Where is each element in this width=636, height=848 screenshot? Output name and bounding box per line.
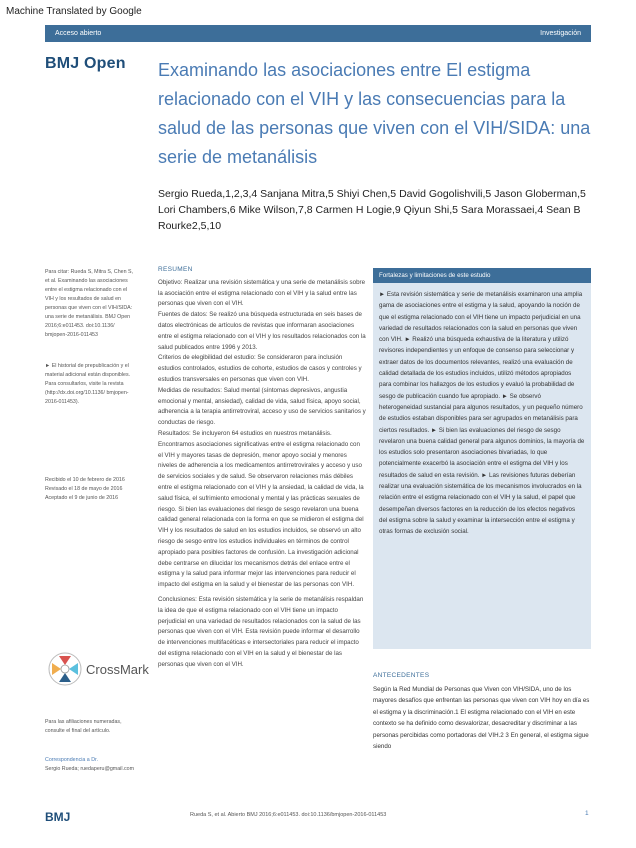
abstract-conclusions: Conclusiones: Esta revisión sistemática y la serie de metanálisis respaldan la idea de que el estigma relacionado con el VIH tiene un impacto perjudicial en una variedad de resultados relacionados con la salud de las personas que viven con el VIH. Esta revisión puede informar el desarrollo de intervenciones multifacéticas e intersectoriales para reducir el impacto del estigma relacionado con el VIH en la salud y el bienestar de las personas que viven con el VIH. [158,595,364,668]
crossmark-icon [48,652,82,686]
author-list: Sergio Rueda,1,2,3,4 Sanjana Mitra,5 Shiyi Chen,5 David Gogolishvili,5 Jason Globerman,5 Lori Chambers,6 Mike Wilson,7,8 Carmen H Logie,9 Qiyun Shi,5 Sara Morassaei,4 Sean B Rourke2,5,10 [158,188,586,232]
abstract-heading: RESUMEN [158,266,193,273]
journal-logo: BMJ Open [45,55,126,72]
strengths-limitations-heading: Fortalezas y limitaciones de este estudio [373,268,591,283]
crossmark-badge[interactable] [48,652,149,686]
abstract-eligibility: Criterios de elegibilidad del estudio: Se consideraron para inclusión estudios controlados, estudios de cohorte, estudios de casos y controles y estudios transversales en personas que viven con VIH. [158,354,362,383]
abstract-outcomes: Medidas de resultados: Salud mental (síntomas depresivos, angustia emocional y mental, ansiedad), calidad de vida, salud física, apoyo social, adherencia a la terapia antirretroviral, acceso y uso de servicios sanitarios y conductas de riesgo. [158,386,366,427]
background-section [373,670,591,753]
correspondence-contact: Sergio Rueda; ruedaperu@gmail.com [45,766,134,772]
article-title: Examinando las asociaciones entre El estigma relacionado con el VIH y las consecuencias para la salud de las personas que viven con el VIH/SIDA: una serie de metanálisis [158,60,591,167]
abstract [158,265,366,670]
correspondence [45,756,137,774]
strengths-limitations-body: ► Esta revisión sistemática y serie de metanálisis examinaron una amplia gama de asociaciones entre el estigma y la salud, apoyando la noción de que el estigma relacionado con el VIH tiene un impacto perjudicial en una variedad de resultados relacionados con la salud en personas que viven con VIH. ► Realizó una búsqueda exhaustiva de la literatura y utilizó revisores independientes y un enfoque de consenso para seleccionar y extraer datos de los documentos relevantes, realizó una evaluación de calidad detallada de los estudios incluidos, utilizó métodos apropiados para combinar los hallazgos de los estudios y evaluó la probabilidad de sesgo de publicación cuando fue apropiado. ► Se observó heterogeneidad sustancial para algunos resultados, y un pequeño número de estudios estaban disponibles para ser agrupados en metanálisis para ciertos resultados. ► Si bien las evaluaciones del riesgo de sesgo revelaron una buena calidad general para algunos dominios, la mayoría de los estudios solo presentaron asociaciones bivariadas, lo que potencialmente exacerbó la asociación entre el estigma del VIH y los resultados de salud en esta revisión. ► Las revisiones futuras deberían realizar una evaluación sistemática de los mecanismos involucrados en la relación entre el estigma relacionado con el VIH y la salud, el papel que desempeñan diversos factores en la reducción de los efectos negativos del estigma sobre la salud y examinar la intersección entre el estigma y otras formas de exclusión social. [379,291,585,536]
crossmark-label: CrossMark [86,661,149,677]
machine-translation-banner: Machine Translated by Google [6,6,142,17]
correspondence-label: Correspondencia a Dr. [45,757,98,763]
background-body: Según la Red Mundial de Personas que Viven con VIH/SIDA, uno de los mayores desafíos que enfrentan las personas que viven con VIH hoy en día es el estigma y la discriminación.1 El estigma relacionado con el VIH en este contexto se ha definido como desvalorizar, desacreditar y discriminar a las personas percibidas como portadoras del VIH.2 3 En general, el estigma sigue siendo [373,685,590,750]
header-bar [45,25,591,42]
abstract-objective: Objetivo: Realizar una revisión sistemática y una serie de metanálisis sobre la asociación entre el estigma relacionado con el VIH y la salud entre las personas que viven con el VIH. [158,278,366,308]
section-label: Investigación [540,30,581,37]
supplementary-note: ► El historial de prepublicación y el material adicional están disponibles. Para consultarlos, visite la revista (http://dx.doi.org/10.1136/ bmjopen-2016-011453). [45,363,131,405]
footer-bmj-logo: BMJ [45,810,71,824]
open-access-label: Acceso abierto [55,30,102,37]
affiliations-note: Para las afiliaciones numeradas, consulte el final del artículo. [45,719,122,734]
page-number: 1 [585,810,589,817]
abstract-results: Resultados: Se incluyeron 64 estudios en nuestros metanálisis. Encontramos asociaciones significativas entre el estigma relacionado con el VIH y mayores tasas de depresión, menor apoyo social y menores niveles de adherencia a los medicamentos antirretrovirales y acceso y uso de servicios sociales y de salud. Se observaron relaciones más débiles entre el estigma relacionado con el VIH y la ansiedad, la calidad de vida, la salud física, el sufrimiento emocional y mental y las prácticas sexuales de riesgo. Si bien las evaluaciones del riesgo de sesgo revelaron una buena calidad general relacionada con la forma en que se midieron el estigma del VIH y los resultados de salud en los estudios incluidos, se observó un alto riesgo de sesgo entre los estudios individuales en términos de control apropiado para posibles factores de confusión. La investigación adicional debe centrarse en dilucidar los mecanismos detrás del enlace entre el estigma y la salud para informar mejor las intervenciones para reducir el impacto del estigma en la salud y el bienestar de las personas con VIH. [158,429,364,589]
strengths-limitations-box [373,268,591,649]
background-heading: ANTECEDENTES [373,672,430,679]
abstract-data-sources: Fuentes de datos: Se realizó una búsqueda estructurada en seis bases de datos electrónicas de artículos de revistas que informaran asociaciones entre el estigma relacionado con el VIH y los resultados relacionados con la salud publicados entre 1996 y 2013. [158,311,366,351]
publication-dates: Recibido el 10 de febrero de 2016 Revisado el 18 de mayo de 2016 Aceptado el 9 de junio de 2016 [45,477,125,501]
citation-note: Para citar: Rueda S, Mitra S, Chen S, et al. Examinando las asociaciones entre el estigma relacionado con el VIH y los resultados de salud en personas que viven con el VIH/SIDA: una serie de metanálisis. BMJ Open 2016;6:e011453. doi:10.1136/ bmjopen-2016-011453 [45,269,134,338]
footer-citation: Rueda S, et al. Abierto BMJ 2016;6:e011453. doi:10.1136/bmjopen-2016-011453 [190,812,387,818]
